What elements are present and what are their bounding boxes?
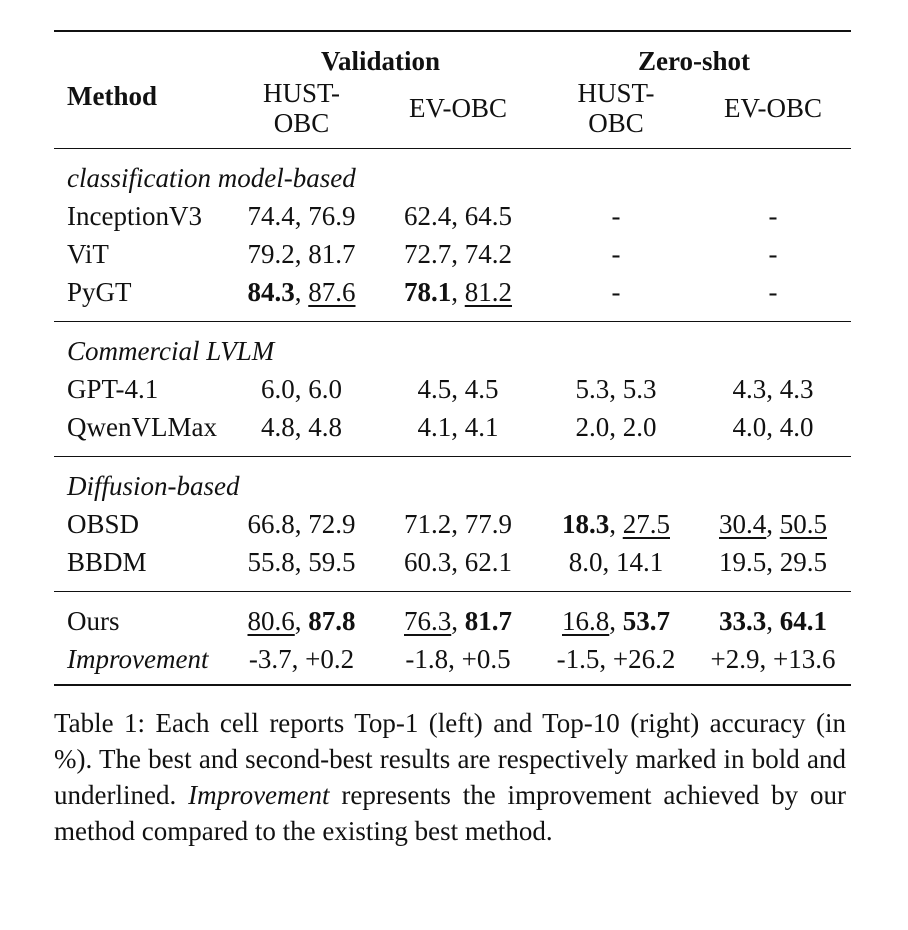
section-label: Commercial LVLM	[54, 322, 851, 371]
cell-value: 87.6	[308, 277, 356, 307]
column-header-line: EV-OBC	[408, 93, 508, 123]
group-header-validation: Validation	[224, 31, 537, 78]
table-cell	[379, 235, 537, 273]
table-cell	[695, 592, 851, 641]
caption-italic-term: Improvement	[188, 780, 330, 810]
table-cell	[537, 543, 695, 592]
method-name: ViT	[67, 239, 109, 269]
table-cell	[224, 235, 379, 273]
table-row	[54, 505, 851, 543]
table-cell	[379, 273, 537, 322]
table-cell	[379, 370, 537, 408]
table-cell	[537, 370, 695, 408]
cell-value: ,	[451, 277, 465, 307]
method-name: Ours	[54, 592, 224, 641]
cell-value: 66.8, 72.9	[247, 509, 356, 539]
cell-value: 5.3, 5.3	[575, 374, 657, 404]
table-cell	[224, 543, 379, 592]
cell-value: 81.7	[464, 606, 512, 636]
cell-value: ,	[766, 509, 780, 539]
cell-value: ,	[766, 606, 780, 636]
table-row	[54, 408, 851, 457]
cell-value: 4.0, 4.0	[732, 412, 814, 442]
cell-value: 33.3	[719, 606, 767, 636]
table-row	[54, 235, 851, 273]
column-header	[537, 78, 695, 149]
column-header-line: HUST-	[577, 78, 655, 108]
cell-value: 4.8, 4.8	[261, 412, 342, 442]
section-label: Diffusion-based	[54, 457, 851, 506]
table-cell	[379, 640, 537, 685]
table-cell	[224, 592, 379, 641]
results-table	[54, 30, 851, 686]
cell-value: 64.1	[779, 606, 827, 636]
column-header-line: HUST-	[262, 78, 341, 108]
cell-value: ,	[609, 509, 623, 539]
table-cell	[224, 408, 379, 457]
cell-value: 50.5	[779, 509, 827, 539]
cell-value: ,	[294, 277, 309, 307]
table-cell	[537, 197, 695, 235]
table-cell	[224, 370, 379, 408]
method-name: QwenVLMax	[67, 412, 217, 442]
table-cell	[224, 640, 379, 685]
table-row	[54, 273, 851, 322]
cell-value: -	[611, 201, 621, 231]
cell-value: -	[611, 277, 621, 307]
cell-value: 53.7	[622, 606, 670, 636]
table-cell	[379, 505, 537, 543]
cell-value: -	[768, 239, 778, 269]
table-cell	[379, 408, 537, 457]
table-row	[54, 197, 851, 235]
table-cell	[695, 640, 851, 685]
group-header-zero-shot: Zero-shot	[537, 31, 851, 78]
cell-value: 72.7, 74.2	[404, 239, 512, 269]
table-cell	[224, 197, 379, 235]
cell-value: 62.4, 64.5	[404, 201, 512, 231]
caption-prefix: Table 1: Each cell reports Top-1 (left) and Top-10 (right) accuracy (in %). The best and second-best results are respectively marked in bold and underlined.	[54, 708, 846, 810]
cell-value: 16.8	[562, 606, 610, 636]
cell-value: 79.2, 81.7	[247, 239, 356, 269]
table-cell	[537, 505, 695, 543]
cell-value: -1.8, +0.5	[405, 644, 511, 674]
method-name: Improvement	[54, 640, 224, 685]
cell-value: -1.5, +26.2	[556, 644, 676, 674]
table-cell	[537, 640, 695, 685]
table-row-ours	[54, 592, 851, 641]
cell-value: 2.0, 2.0	[575, 412, 657, 442]
cell-value: ,	[294, 606, 309, 636]
cell-value: -	[611, 239, 621, 269]
cell-value: 87.8	[308, 606, 356, 636]
method-name: GPT-4.1	[67, 374, 159, 404]
method-name: PyGT	[67, 277, 132, 307]
method-name: InceptionV3	[67, 201, 202, 231]
column-header-line: OBC	[273, 108, 330, 138]
column-header	[224, 78, 379, 149]
table-cell	[695, 197, 851, 235]
cell-value: 81.2	[464, 277, 512, 307]
cell-value: 18.3	[562, 509, 610, 539]
table-cell	[537, 592, 695, 641]
table-row-improvement	[54, 640, 851, 685]
table-caption	[54, 705, 846, 849]
table-cell	[695, 543, 851, 592]
cell-value: -3.7, +0.2	[248, 644, 355, 674]
method-name: OBSD	[67, 509, 140, 539]
cell-value: 27.5	[622, 509, 670, 539]
cell-value: 19.5, 29.5	[719, 547, 827, 577]
table-cell	[379, 543, 537, 592]
cell-value: 60.3, 62.1	[404, 547, 512, 577]
cell-value: +2.9, +13.6	[710, 644, 836, 674]
section-label-row	[54, 149, 851, 198]
section-label: classification model-based	[54, 149, 851, 198]
column-header	[379, 78, 537, 149]
table-cell	[537, 273, 695, 322]
cell-value: 55.8, 59.5	[247, 547, 356, 577]
cell-value: 30.4	[719, 509, 767, 539]
table-cell	[695, 370, 851, 408]
table-cell	[224, 273, 379, 322]
section-label-row	[54, 322, 851, 371]
cell-value: 8.0, 14.1	[568, 547, 664, 577]
cell-value: ,	[609, 606, 623, 636]
column-header-line: EV-OBC	[723, 93, 823, 123]
caption-suffix: represents the improvement achieved by our method compared to the existing best method.	[54, 780, 846, 846]
cell-value: 71.2, 77.9	[404, 509, 512, 539]
cell-value: 76.3	[404, 606, 452, 636]
cell-value: 4.1, 4.1	[417, 412, 499, 442]
table-cell	[379, 197, 537, 235]
cell-value: 80.6	[247, 606, 295, 636]
cell-value: ,	[451, 606, 465, 636]
table-cell	[695, 408, 851, 457]
method-header: Method	[54, 31, 224, 149]
table-cell	[537, 408, 695, 457]
cell-value: 74.4, 76.9	[247, 201, 356, 231]
column-header-line: OBC	[588, 108, 644, 138]
cell-value: 78.1	[404, 277, 452, 307]
table-cell	[537, 235, 695, 273]
cell-value: 84.3	[247, 277, 295, 307]
table-cell	[695, 505, 851, 543]
cell-value: 4.3, 4.3	[732, 374, 814, 404]
column-header	[695, 78, 851, 149]
method-name: BBDM	[67, 547, 147, 577]
cell-value: -	[768, 277, 778, 307]
table-cell	[695, 235, 851, 273]
table-row	[54, 370, 851, 408]
table-cell	[224, 505, 379, 543]
cell-value: -	[768, 201, 778, 231]
table-cell	[379, 592, 537, 641]
table-cell	[695, 273, 851, 322]
table-row	[54, 543, 851, 592]
section-label-row	[54, 457, 851, 506]
cell-value: 4.5, 4.5	[417, 374, 499, 404]
cell-value: 6.0, 6.0	[261, 374, 342, 404]
